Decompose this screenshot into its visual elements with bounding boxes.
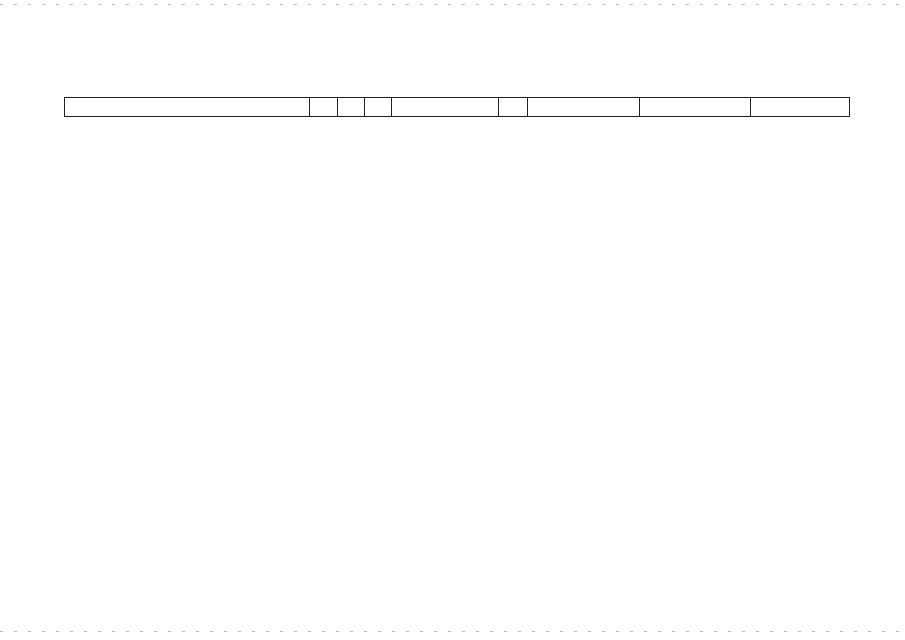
table-header xyxy=(64,97,850,117)
header-col-2 xyxy=(310,98,338,116)
header-col-7 xyxy=(528,98,640,116)
header-col-3 xyxy=(338,98,365,116)
header-col-1 xyxy=(65,98,310,116)
scan-edge-bottom xyxy=(0,631,905,632)
header-col-8 xyxy=(640,98,752,116)
header-col-5 xyxy=(392,98,499,116)
header-col-6 xyxy=(499,98,528,116)
header-col-9 xyxy=(751,98,849,116)
header-col-4 xyxy=(365,98,392,116)
scan-edge-top xyxy=(0,4,905,5)
